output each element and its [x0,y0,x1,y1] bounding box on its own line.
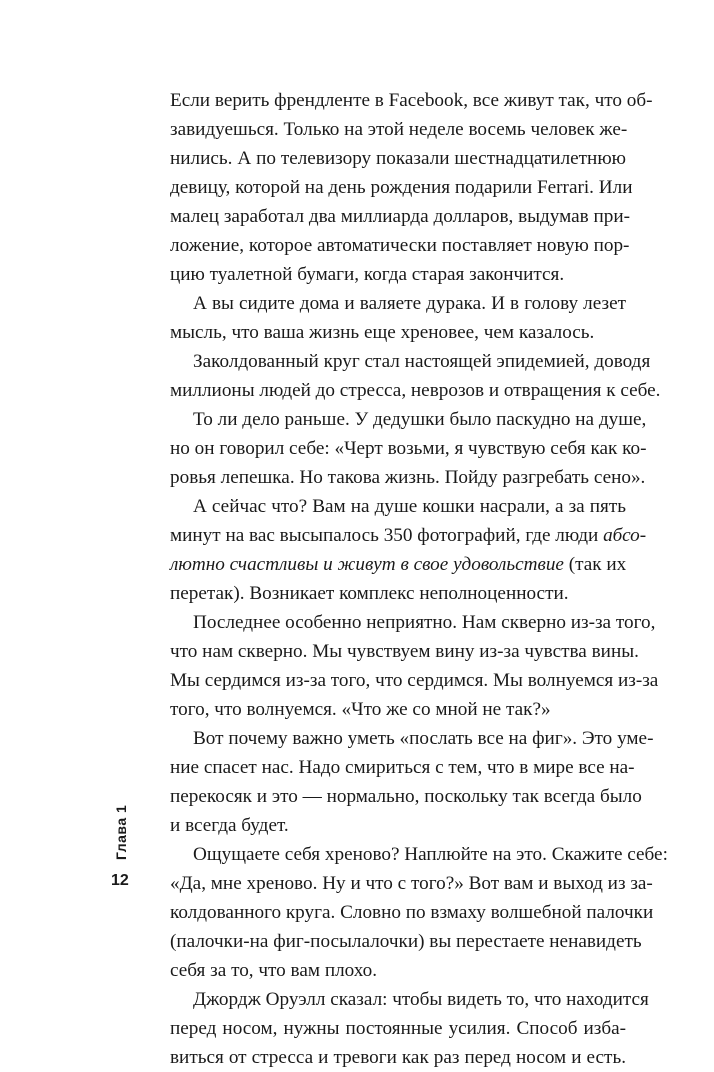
text-line: малец заработал два миллиарда долларов, выдумав при- [170,206,631,227]
text-line: виться от стресса и тревоги как раз перед носом и есть. [170,1047,626,1068]
text-line: ние спасет нас. Надо смириться с тем, что в мире все на- [170,757,635,778]
text-line: ровья лепешка. Но такова жизнь. Пойду разгребать сено». [170,467,646,488]
text-line: А сейчас что? Вам на душе кошки насрали, а за пять [193,496,626,517]
text-line: девицу, которой на день рождения подарили Ferrari. Или [170,177,633,198]
text-line: (палочки-на фиг-посылалочки) вы перестаете ненавидеть [170,931,642,952]
text-line: Заколдованный круг стал настоящей эпидемией, доводя [193,351,651,372]
text-line: цию туалетной бумаги, когда старая закончится. [170,264,565,285]
text-line: А вы сидите дома и валяете дурака. И в голову лезет [193,293,626,314]
text-line: себя за то, что вам плохо. [170,960,378,981]
text-line: завидуешься. Только на этой неделе восемь человек же- [170,119,628,140]
text-line: То ли дело раньше. У дедушки было паскудно на душе, [193,409,647,430]
text-line: Если верить френдленте в Facebook, все живут так, что об- [170,90,653,111]
text-line: перетак). Возникает комплекс неполноценности. [170,583,569,604]
text-line: но он говорил себе: «Черт возьми, я чувствую себя как ко- [170,438,647,459]
text-line: Последнее особенно неприятно. Нам скверно из-за того, [193,612,656,633]
text-line: миллионы людей до стресса, неврозов и отвращения к себе. [170,380,661,401]
text-line: мысль, что ваша жизнь еще хреновее, чем казалось. [170,322,595,343]
text-line: Джордж Оруэлл сказал: чтобы видеть то, что находится [193,989,649,1010]
text-line: перед носом, нужны постоянные усилия. Способ изба- [170,1018,626,1039]
italic-text: абсо- [603,525,647,546]
body-text [170,86,668,1072]
text-line: того, что волнуемся. «Что же со мной не так?» [170,699,551,720]
chapter-label: Глава 1 [113,804,129,860]
text-segment: минут на вас высыпалось 350 фотографий, где люди [170,525,604,546]
text-line: Ощущаете себя хреново? Наплюйте на это. Скажите себе: [193,844,668,865]
text-line: и всегда будет. [170,815,289,836]
text-line [170,550,626,579]
text-line: что нам скверно. Мы чувствуем вину из-за чувства вины. [170,641,639,662]
page-number: 12 [111,872,129,889]
text-line: колдованного круга. Словно по взмаху волшебной палочки [170,902,654,923]
text-line: Вот почему важно уметь «послать все на фиг». Это уме- [193,728,654,749]
italic-text: лютно счастливы и живут в свое удовольствие [170,554,564,575]
text-line: нились. А по телевизору показали шестнадцатилетнюю [170,148,626,169]
text-line: перекосяк и это — нормально, поскольку так всегда было [170,786,642,807]
text-line [170,521,647,550]
text-line: Мы сердимся из-за того, что сердимся. Мы волнуемся из-за [170,670,659,691]
text-line: ложение, которое автоматически поставляет новую пор- [170,235,630,256]
text-segment: (так их [563,554,627,575]
text-line: «Да, мне хреново. Ну и что с того?» Вот вам и выход из за- [170,873,653,894]
